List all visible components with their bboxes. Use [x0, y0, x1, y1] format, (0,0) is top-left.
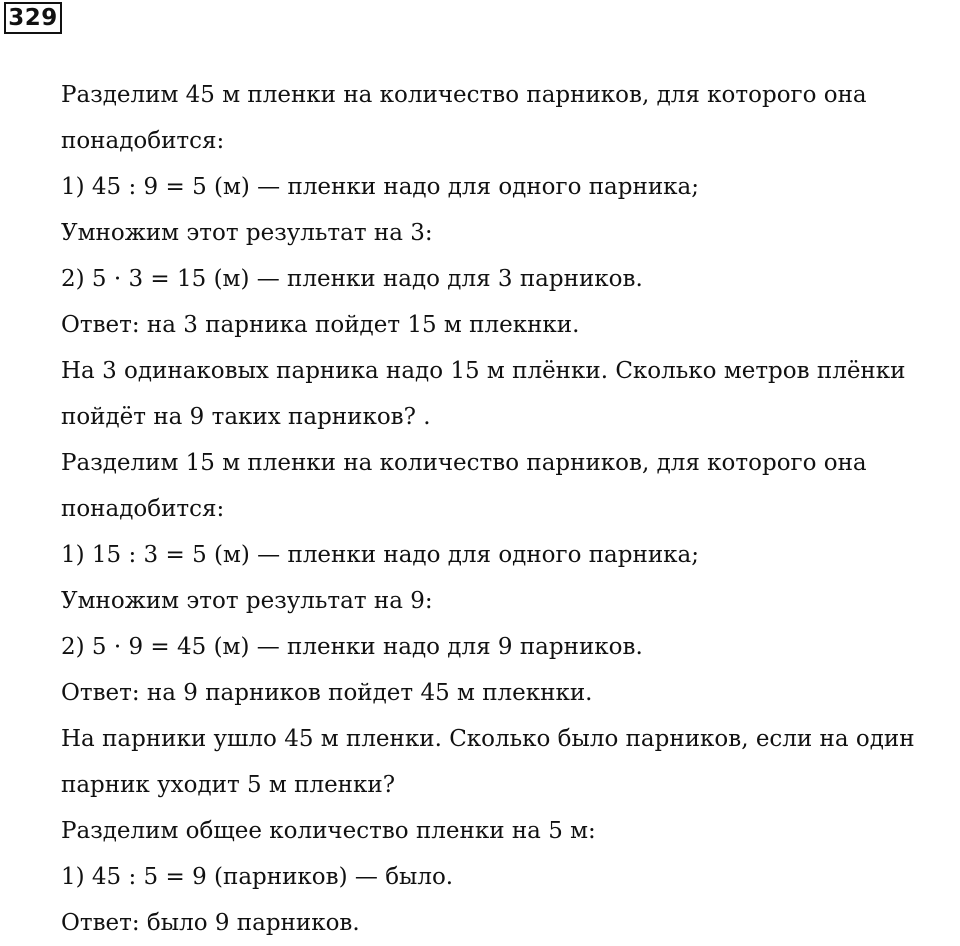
text-line: 2) 5 · 3 = 15 (м) — пленки надо для 3 парников.	[61, 266, 643, 292]
text-line: Разделим общее количество пленки на 5 м:	[61, 818, 596, 844]
text-line: 1) 45 : 9 = 5 (м) — пленки надо для одного парника;	[61, 174, 699, 200]
solution-text	[61, 72, 956, 946]
problem-line: парник уходит 5 м пленки?	[61, 772, 396, 798]
problem-number-badge: 329	[4, 2, 62, 34]
answer-line: Ответ: на 9 парников пойдет 45 м плекнки.	[61, 680, 593, 706]
problem-line: пойдёт на 9 таких парников? .	[61, 404, 431, 430]
problem-line: На парники ушло 45 м пленки. Сколько было парников, если на один	[61, 726, 915, 752]
text-line: 1) 15 : 3 = 5 (м) — пленки надо для одного парника;	[61, 542, 699, 568]
answer-line: Ответ: было 9 парников.	[61, 910, 360, 936]
text-line: Умножим этот результат на 9:	[61, 588, 433, 614]
text-line: 1) 45 : 5 = 9 (парников) — было.	[61, 864, 454, 890]
text-line: Разделим 45 м пленки на количество парников, для которого она	[61, 82, 867, 108]
text-line: Умножим этот результат на 3:	[61, 220, 433, 246]
text-line: понадобится:	[61, 496, 225, 522]
answer-line: Ответ: на 3 парника пойдет 15 м плекнки.	[61, 312, 580, 338]
text-line: 2) 5 · 9 = 45 (м) — пленки надо для 9 парников.	[61, 634, 643, 660]
text-line: Разделим 15 м пленки на количество парников, для которого она	[61, 450, 867, 476]
text-line: понадобится:	[61, 128, 225, 154]
problem-line: На 3 одинаковых парника надо 15 м плёнки. Сколько метров плёнки	[61, 358, 906, 384]
